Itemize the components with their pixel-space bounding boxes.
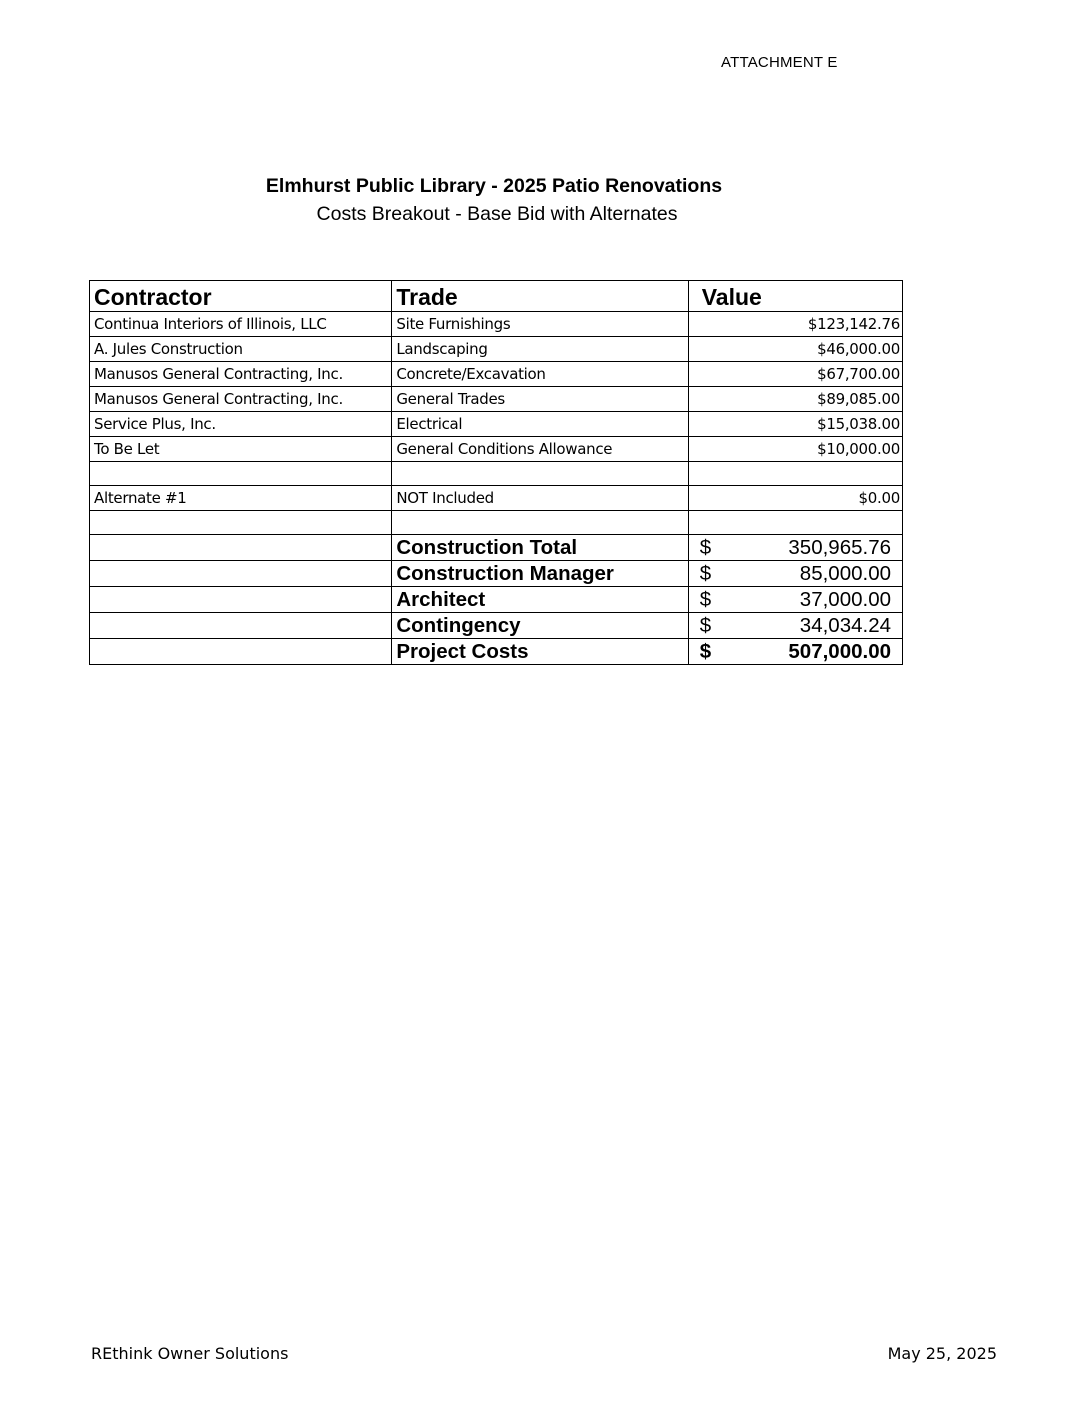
summary-amount <box>688 639 902 665</box>
summary-label: Construction Manager <box>392 561 688 587</box>
column-header-trade: Trade <box>392 281 688 312</box>
value-cell: $89,085.00 <box>688 387 902 412</box>
value-cell: $10,000.00 <box>688 437 902 462</box>
currency-symbol: $ <box>699 613 712 637</box>
footer-date: May 25, 2025 <box>887 1344 997 1363</box>
summary-row-construction-manager <box>90 561 903 587</box>
document-title: Elmhurst Public Library - 2025 Patio Renovations <box>265 175 723 197</box>
blank-row <box>90 511 903 535</box>
currency-symbol: $ <box>699 639 712 663</box>
table-row <box>90 337 903 362</box>
summary-label: Construction Total <box>392 535 688 561</box>
table-row <box>90 362 903 387</box>
summary-row-project-costs <box>90 639 903 665</box>
summary-row-contingency <box>90 613 903 639</box>
summary-label: Project Costs <box>392 639 688 665</box>
contractor-cell: To Be Let <box>90 437 392 462</box>
amount-value: 350,965.76 <box>788 535 891 559</box>
summary-row-construction-total <box>90 535 903 561</box>
summary-amount <box>688 613 902 639</box>
currency-symbol: $ <box>699 535 712 559</box>
summary-row-architect <box>90 587 903 613</box>
value-cell: $123,142.76 <box>688 312 902 337</box>
attachment-label: ATTACHMENT E <box>721 54 838 71</box>
contractor-cell: Alternate #1 <box>90 486 392 511</box>
trade-cell: Electrical <box>392 412 688 437</box>
currency-symbol: $ <box>699 587 712 611</box>
column-header-contractor: Contractor <box>90 281 392 312</box>
amount-value: 85,000.00 <box>799 561 891 585</box>
contractor-cell: Manusos General Contracting, Inc. <box>90 387 392 412</box>
trade-cell: Site Furnishings <box>392 312 688 337</box>
value-cell: $67,700.00 <box>688 362 902 387</box>
trade-cell: NOT Included <box>392 486 688 511</box>
summary-amount <box>688 561 902 587</box>
summary-label: Architect <box>392 587 688 613</box>
contractor-cell: Continua Interiors of Illinois, LLC <box>90 312 392 337</box>
blank-row <box>90 462 903 486</box>
table-header-row <box>90 281 903 312</box>
costs-table <box>89 280 903 665</box>
document-subtitle: Costs Breakout - Base Bid with Alternates <box>316 203 678 225</box>
value-cell: $46,000.00 <box>688 337 902 362</box>
amount-value: 37,000.00 <box>799 587 891 611</box>
amount-value: 507,000.00 <box>788 639 891 663</box>
table-row <box>90 312 903 337</box>
table-row <box>90 412 903 437</box>
trade-cell: Landscaping <box>392 337 688 362</box>
value-cell: $0.00 <box>688 486 902 511</box>
footer-company: REthink Owner Solutions <box>91 1344 289 1363</box>
value-cell: $15,038.00 <box>688 412 902 437</box>
table-row <box>90 437 903 462</box>
contractor-cell: A. Jules Construction <box>90 337 392 362</box>
currency-symbol: $ <box>699 561 712 585</box>
table-row <box>90 387 903 412</box>
trade-cell: Concrete/Excavation <box>392 362 688 387</box>
summary-amount <box>688 535 902 561</box>
column-header-value: Value <box>688 281 902 312</box>
summary-amount <box>688 587 902 613</box>
trade-cell: General Conditions Allowance <box>392 437 688 462</box>
contractor-cell: Manusos General Contracting, Inc. <box>90 362 392 387</box>
contractor-cell: Service Plus, Inc. <box>90 412 392 437</box>
trade-cell: General Trades <box>392 387 688 412</box>
amount-value: 34,034.24 <box>799 613 891 637</box>
alternate-row <box>90 486 903 511</box>
summary-label: Contingency <box>392 613 688 639</box>
